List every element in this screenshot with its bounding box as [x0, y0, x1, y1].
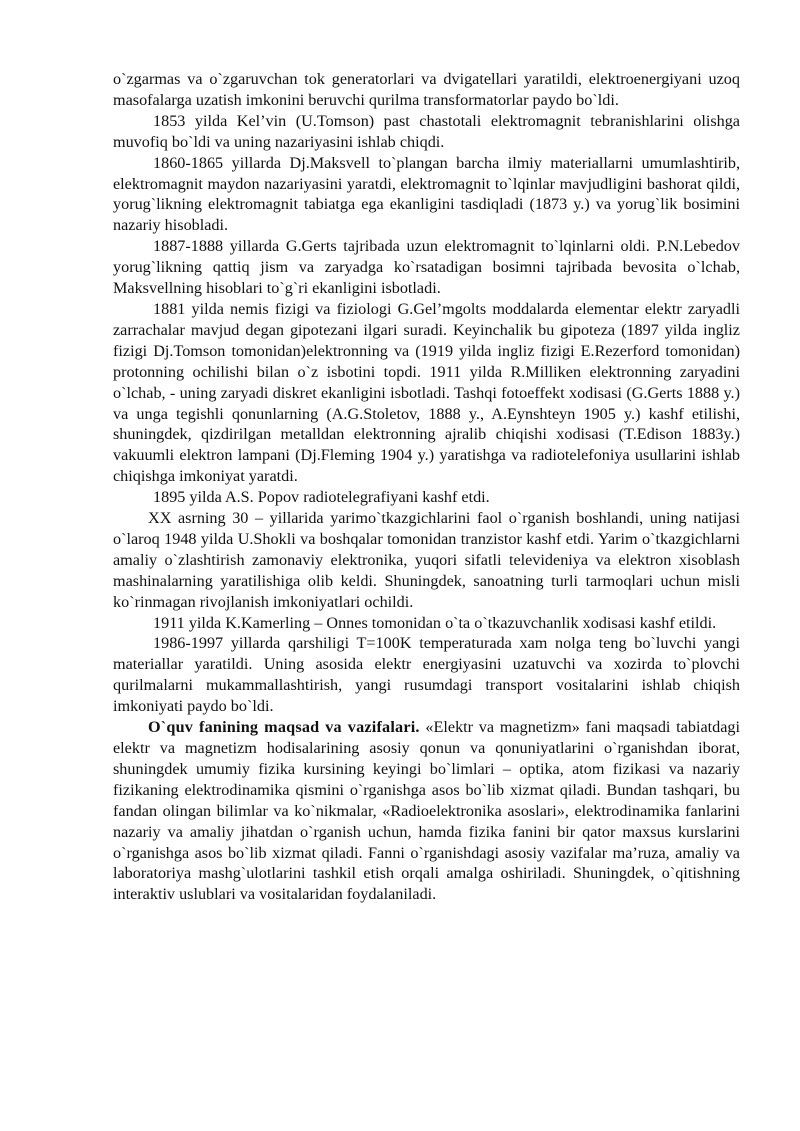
paragraph-popov-1895: 1895 yilda A.S. Popov radiotelegrafiyani kashf etdi. [153, 488, 490, 507]
paragraph-generators: o`zgarmas va o`zgaruvchan tok generatorlari va dvigatellari yaratildi, elektroenergiyani uzoq masofalarga uzatish imkonini beruvchi qurilma transformatorlar paydo bo`ldi. [113, 70, 740, 109]
paragraph-kelvin-1853: 1853 yilda Kel’vin (U.Tomson) past chastotali elektromagnit tebranishlarini olishga muvofiq bo`ldi va uning nazariyasini ishlab chiqdi. [113, 111, 740, 151]
course-goals-text: «Elektr va magnetizm» fani maqsadi tabiatdagi elektr va magnetizm hodisalarining asosiy qonun va qonuniyatlarini o`rganishdan iborat, shuningdek umumiy fizika kursining keyingi bo`limlari – optika, atom fizikasi va nazariy fizikaning elektrodinamika qismini o`rganishga asos bo`lib xizmat qiladi. Bundan tashqari, bu fandan olingan bilimlar va ko`nikmalar, «Radioelektronika asoslari», elektrodinamika fanlarini nazariy va amaliy jihatdan o`rganish uchun, hamda fizika fanini bir qator maxsus kurslarini o`rganishga asos bo`lib xizmat qiladi. Fanni o`rganishdagi asosiy vazifalar ma’ruza, amaliy va laboratoriya mashg`ulotlarini tashkil etish orqali amalga oshiriladi. Shuningdek, o`qitishning interaktiv uslublari va vositalaridan foydalaniladi. [113, 718, 740, 904]
paragraph-hertz-1887: 1887-1888 yillarda G.Gerts tajribada uzun elektromagnit to`lqinlarni oldi. P.N.Lebedov yorug`likning qattiq jism va zaryadga ko`rsatadigan bosimni tajribada bevosita o`lchab, Maksvellning hisoblari to`g`ri ekanligini isbotladi. [113, 237, 740, 298]
section-heading-course-goals: O`quv fanining maqsad va vazifalari. [148, 718, 420, 737]
paragraph-maxwell-1860: 1860-1865 yillarda Dj.Maksvell to`plangan barcha ilmiy materiallarni umumlashtirib, elektromagnit maydon nazariyasini yaratdi, elektromagnit to`lqinlar mavjudligini bashorat qildi, yorug`likning elektromagnit tabiatga ega ekanligini tasdiqladi (1873 y.) va yorug`lik bosimini nazariy hisobladi. [113, 153, 740, 235]
document-page [113, 69, 740, 905]
paragraph-semiconductors: XX asrning 30 – yillarida yarimo`tkazgichlarini faol o`rganish boshlandi, uning natijasi o`laroq 1948 yilda U.Shokli va boshqalar tomonidan tranzistor kashf etdi. Yarim o`tkazgichlarni amaliy o`zlashtirish zamonaviy elektronika, yuqori sifatli televideniya va elektron xisoblash mashinalarning yaratilishiga olib keldi. Shuningdek, sanoatning turli tarmoqlari uchun misli ko`rinmagan rivojlanish imkoniyatlari ochildi. [113, 509, 740, 611]
paragraph-kamerling-1911: 1911 yilda K.Kamerling – Onnes tomonidan o`ta o`tkazuvchanlik xodisasi kashf etildi. [153, 613, 717, 632]
paragraph-materials-1986: 1986-1997 yillarda qarshiligi T=100K temperaturada xam nolga teng bo`luvchi yangi materiallar yaratildi. Uning asosida elektr energiyasini uzatuvchi va xozirda to`plovchi qurilmalarni mukammallashtirish, yangi rusumdagi transport vositalarini ishlab chiqish imkoniyati paydo bo`ldi. [113, 634, 740, 716]
paragraph-helmholtz-1881: 1881 yilda nemis fizigi va fiziologi G.Gel’mgolts moddalarda elementar elektr zaryadli zarrachalar mavjud degan gipotezani ilgari suradi. Keyinchalik bu gipoteza (1897 yilda ingliz fizigi Dj.Tomson tomonidan)elektronning va (1919 yilda ingliz fizigi E.Rezerford tomonidan) protonning ochilishi bilan o`z isbotini topdi. 1911 yilda R.Milliken elektronning zaryadini o`lchab, - uning zaryadi diskret ekanligini isbotladi. Tashqi fotoeffekt xodisasi (G.Gerts 1888 y.) va unga tegishli qonunlarning (A.G.Stoletov, 1888 y., A.Eynshteyn 1905 y.) kashf etilishi, shuningdek, qizdirilgan metalldan elektronning ajralib chiqishi xodisasi (T.Edison 1883y.) vakuumli elektron lampani (Dj.Fleming 1904 y.) yaratishga va radiotelefoniya usullarini ishlab chiqishga imkoniyat yaratdi. [113, 299, 740, 486]
paragraph-course-goals [113, 717, 740, 905]
